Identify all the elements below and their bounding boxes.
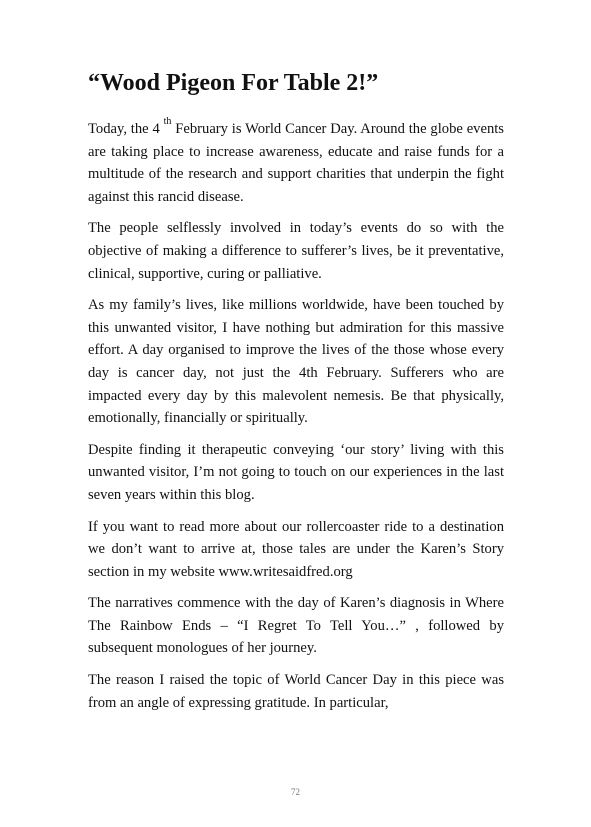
paragraph-1 [88,118,504,208]
paragraph-4: Despite finding it therapeutic conveying ‘our story’ living with this unwanted visitor, I’m not going to touch on our experiences in the last seven years within this blog. [88,441,504,503]
ordinal-suffix: th [163,116,172,127]
paragraph-3: As my family’s lives, like millions worldwide, have been touched by this unwanted visitor, I have nothing but admiration for this massive effort. A day organised to improve the lives of the those whose every day is cancer day, not just the 4th February. Sufferers who are impacted every day by this malevolent nemesis. Be that physically, emotionally, financially or spiritually. [88,297,504,427]
paragraph-6: The narratives commence with the day of Karen’s diagnosis in Where The Rainbow Ends – “I Regret To Tell You…” , followed by subsequent monologues of her journey. [88,595,504,657]
paragraph-1-start: Today, the 4 [88,121,164,137]
paragraph-5: If you want to read more about our rollercoaster ride to a destination we don’t want to arrive at, those tales are under the Karen’s Story section in my website www.writesaidfred.org [88,518,504,580]
paragraph-2: The people selflessly involved in today’s events do so with the objective of making a difference to sufferer’s lives, be it preventative, clinical, supportive, curing or palliative. [88,220,504,282]
page-number: 72 [291,787,300,797]
page-title: “Wood Pigeon For Table 2!” [88,70,379,96]
body-text [88,118,504,723]
paragraph-7: The reason I raised the topic of World Cancer Day in this piece was from an angle of expressing gratitude. In particular, [88,672,504,711]
paragraph-1-rest: February is World Cancer Day. Around the globe events are taking place to increase awareness, educate and raise funds for a multitude of the research and support charities that underpin the fight against this rancid disease. [88,121,504,205]
